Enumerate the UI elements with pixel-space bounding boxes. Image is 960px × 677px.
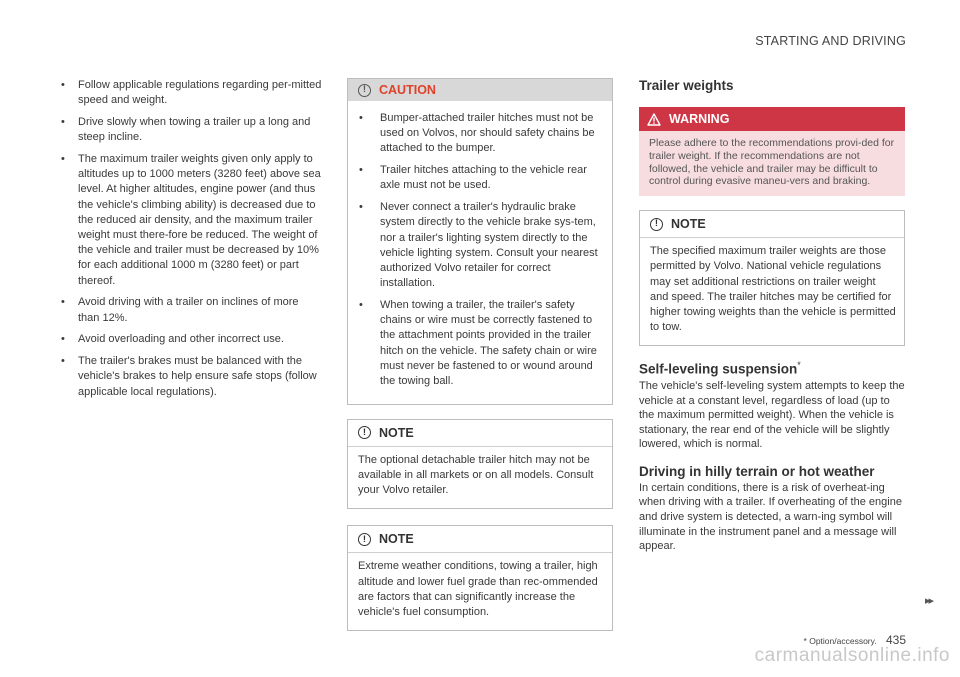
note-box-fuel-consumption [347,525,613,631]
warning-text: Please adhere to the recommendations provi-ded for trailer weight. If the recommendations are not followed, the vehicle and trailer may be difficult to control during evasive maneu-vers and braking. [649,137,895,188]
note-header [640,211,904,238]
warning-header [639,107,905,131]
note-title: NOTE [671,217,706,232]
caution-title: CAUTION [379,83,436,97]
list-item: • Drive slowly when towing a trailer up a long and steep incline. [60,115,322,145]
list-item: • Never connect a trailer's hydraulic brake system directly to the vehicle brake sys-tem, nor a trailer's lighting system directly to the vehicle lighting system. Consult your nearest authorized Volvo retailer for correct installation. [358,200,602,291]
note-header [348,420,612,447]
caution-box [347,78,613,405]
list-item: • The trailer's brakes must be balanced with the vehicle's brakes to help ensure safe stops (follow applicable local regulations). [60,354,322,400]
trailer-weights-heading: Trailer weights [639,78,734,93]
footnote: * Option/accessory. [803,636,877,646]
self-leveling-title: Self-leveling suspension [639,361,798,377]
hilly-terrain-heading: Driving in hilly terrain or hot weather [639,463,875,479]
towing-guidelines-list [60,78,322,400]
note-title: NOTE [379,425,414,440]
note-text: The optional detachable trailer hitch may not be available in all markets or on all models. Consult your Volvo retailer. [358,453,594,497]
hilly-terrain-text: In certain conditions, there is a risk of overheat-ing when driving with a trailer. If overheating of the engine and drive system is detected, a warn-ing symbol will illuminate in the instrument panel and a message will appear. [639,481,902,553]
list-item: • Follow applicable regulations regarding per-mitted speed and weight. [60,78,322,108]
warning-triangle-icon [647,113,661,126]
self-leveling-text: The vehicle's self-leveling system attempts to keep the vehicle at a constant level, regardless of load (up to the maximum permitted weight). When the vehicle is stationary, the rear end of the vehicle will be slightly lowered, which is normal. [639,379,905,451]
note-header [348,526,612,553]
note-title: NOTE [379,532,414,547]
page-number: 435 [885,633,906,647]
warning-box [639,107,905,196]
warning-title: WARNING [669,112,730,126]
column-3 [639,78,905,554]
info-circle-icon: ! [358,533,371,546]
watermark [0,645,960,667]
section-header: STARTING AND DRIVING [755,34,906,48]
exclamation-circle-icon: ! [358,84,371,97]
self-leveling-heading [639,360,905,377]
list-item: • When towing a trailer, the trailer's safety chains or wire must be correctly fastened to the attachment points provided in the trailer hitch on the vehicle. The safety chain or wire must never be fastened to or wound around the towing ball. [358,298,602,389]
note-box-trailer-weights [639,210,905,346]
list-item: • Bumper-attached trailer hitches must not be used on Volvos, nor should safety chains be attached to the bumper. [358,111,602,157]
option-marker: * [797,360,801,371]
list-item: • Avoid overloading and other incorrect use. [60,332,322,347]
list-item: • Avoid driving with a trailer on inclines of more than 12%. [60,295,322,325]
list-item: • Trailer hitches attaching to the vehicle rear axle must not be used. [358,163,602,193]
info-circle-icon: ! [358,426,371,439]
caution-list [358,111,602,389]
next-page-arrows-icon[interactable]: ▸▸ [924,595,932,607]
watermark-text: carmanualsonline.info [754,645,950,666]
list-item: • The maximum trailer weights given only apply to altitudes up to 1000 meters (3280 feet) above sea level. At higher altitudes, engine power (and thus the vehicle's climbing ability) is decreased due to the reduced air density, and the maximum trailer weight must there-fore be reduced. The weight of the vehicle and trailer must be decreased by 10% for each additional 1000 m (3280 feet) or part thereof. [60,152,322,289]
note-box-detachable-hitch [347,419,613,510]
column-1 [60,78,322,406]
column-2 [347,78,613,631]
note-text: The specified maximum trailer weights are those permitted by Volvo. National vehicle regulations may set additional restrictions on trailer weight and speed. The trailer hitches may be certified for higher towing weights than the vehicle is permitted to tow. [650,245,896,334]
note-text: Extreme weather conditions, towing a trailer, high altitude and lower fuel grade than rec-ommended are factors that can significantly increase the vehicle's fuel consumption. [358,560,598,619]
caution-body [348,101,612,404]
caution-header [348,79,612,101]
info-circle-icon: ! [650,218,663,231]
